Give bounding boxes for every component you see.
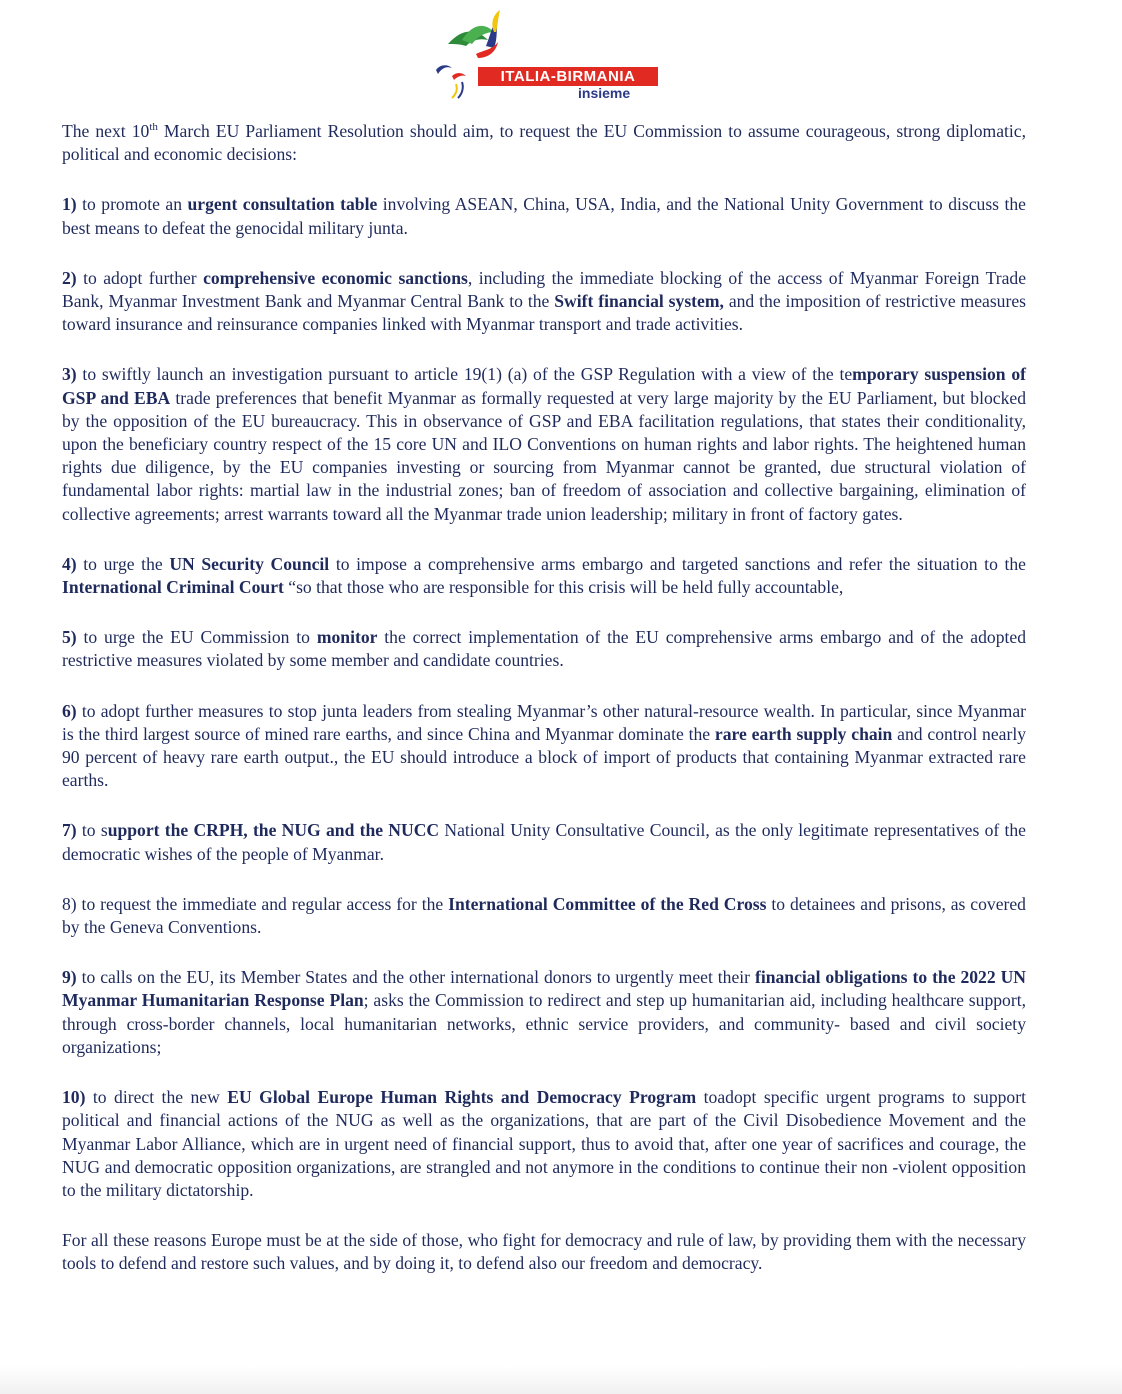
point-7: 7) to support the CRPH, the NUG and the NUCC National Unity Consultative Council, as the only legitimate representatives of the democratic wishes of the people of Myanmar. [62,820,1026,864]
point-number: 4) [62,553,77,574]
point-number: 6) [62,700,77,721]
ordinal-suffix: th [149,121,158,133]
point-number: 2) [62,267,77,288]
point-10: 10) to direct the new EU Global Europe Human Rights and Democracy Program toadopt specific urgent programs to support political and financial actions of the NUG as well as the organizations, that are part of the Civil Disobedience Movement and the Myanmar Labor Alliance, which are in urgent need of financial support, thus to avoid that, after one year of sacrifices and courage, the NUG and democratic opposition organizations, are strangled and not anymore in the conditions to continue their non -violent opposition to the military dictatorship. [62,1087,1026,1200]
point-number: 5) [62,627,77,648]
point-1: 1) to promote an urgent consultation table involving ASEAN, China, USA, India, and the National Unity Government to discuss the best means to defeat the genocidal military junta. [62,194,1026,238]
point-number: 7) [62,820,77,841]
point-9: 9) to calls on the EU, its Member States and the other international donors to urgently meet their financial obligations to the 2022 UN Myanmar Humanitarian Response Plan; asks the Commission to redirect and step up humanitarian aid, including healthcare support, through cross-border channels, local humanitarian networks, ethnic service providers, and community- based and civil society organizations; [62,967,1026,1057]
closing-paragraph: For all these reasons Europe must be at the side of those, who fight for democracy and rule of law, by providing them with the necessary tools to defend and restore such values, and by doing it, to defend also our freedom and democracy. [62,1230,1026,1274]
italia-birmania-logo [418,6,668,102]
point-number: 9) [62,967,77,988]
point-8: 8) to request the immediate and regular access for the International Committee of the Red Cross to detainees and prisons, as covered by the Geneva Conventions. [62,893,1026,938]
point-3: 3) to swiftly launch an investigation pursuant to article 19(1) (a) of the GSP Regulation with a view of the temporary suspension of GSP and EBA trade preferences that benefit Myanmar as formally requested at very large majority by the EU Parliament, but blocked by the opposition of the EU bureaucracy. This in observance of GSP and EBA facilitation regulations, that states their conditionality, upon the beneficiary country respect of the 15 core UN and ILO Conventions on human rights and labor rights. The heightened human rights due diligence, by the EU companies investing or sourcing from Myanmar cannot be granted, due structural violation of fundamental labor rights: martial law in the industrial zones; ban of freedom of association and collective bargaining, elimination of collective agreements; arrest warrants toward all the Myanmar trade union leadership; military in front of factory gates. [62,364,1027,524]
point-2: 2) to adopt further comprehensive economic sanctions, including the immediate blocking of the access of Myanmar Foreign Trade Bank, Myanmar Investment Bank and Myanmar Central Bank to the Swift financial system, and the imposition of restrictive measures toward insurance and reinsurance companies linked with Myanmar transport and trade activities. [62,267,1027,335]
page-bottom-edge [0,1366,1122,1394]
point-4: 4) to urge the UN Security Council to impose a comprehensive arms embargo and targeted sanctions and refer the situation to the International Criminal Court “so that those who are responsible for this crisis will be held fully accountable, [62,553,1026,598]
logo-tagline: insieme [578,85,631,101]
logo-name: ITALIA-BIRMANIA [478,67,658,86]
point-5: 5) to urge the EU Commission to monitor the correct implementation of the EU comprehensive arms embargo and of the adopted restrictive measures violated by some member and candidate countries. [62,627,1026,671]
document-body [62,120,1026,1303]
point-number: 3) [62,364,77,385]
point-number: 1) [62,194,77,215]
intro-paragraph: The next 10th March EU Parliament Resolution should aim, to request the EU Commission to assume courageous, strong diplomatic, political and economic decisions: [62,121,1026,165]
point-number: 10) [62,1087,86,1108]
point-6: 6) to adopt further measures to stop junta leaders from stealing Myanmar’s other natural-resource wealth. In particular, since Myanmar is the third largest source of mined rare earths, and since China and Myanmar dominate the rare earth supply chain and control nearly 90 percent of heavy rare earth output., the EU should introduce a block of import of products that containing Myanmar extracted rare earths. [62,700,1027,791]
